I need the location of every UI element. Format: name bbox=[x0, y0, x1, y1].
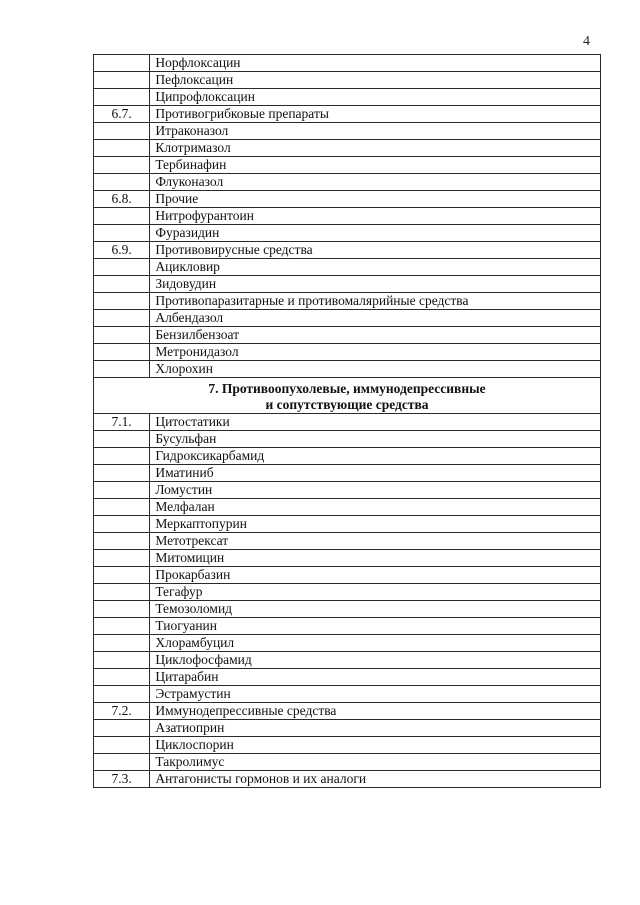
row-code bbox=[94, 344, 150, 361]
row-code bbox=[94, 259, 150, 276]
table-row bbox=[94, 310, 601, 327]
row-code bbox=[94, 584, 150, 601]
row-name: Зидовудин bbox=[150, 276, 601, 293]
table-row bbox=[94, 344, 601, 361]
row-code bbox=[94, 635, 150, 652]
row-name: Тегафур bbox=[150, 584, 601, 601]
row-name: Флуконазол bbox=[150, 174, 601, 191]
row-name: Итраконазол bbox=[150, 123, 601, 140]
table-row bbox=[94, 754, 601, 771]
row-name: Ципрофлоксацин bbox=[150, 89, 601, 106]
row-code bbox=[94, 208, 150, 225]
row-name: Эстрамустин bbox=[150, 686, 601, 703]
row-name: Противопаразитарные и противомалярийные средства bbox=[150, 293, 601, 310]
row-name: Метотрексат bbox=[150, 533, 601, 550]
table-row bbox=[94, 720, 601, 737]
row-code bbox=[94, 482, 150, 499]
row-name: Противовирусные средства bbox=[150, 242, 601, 259]
row-code: 7.1. bbox=[94, 414, 150, 431]
rows-before bbox=[94, 55, 601, 378]
table-row bbox=[94, 669, 601, 686]
page-number: 4 bbox=[583, 34, 590, 49]
table-row bbox=[94, 703, 601, 720]
row-name: Мелфалан bbox=[150, 499, 601, 516]
table-row bbox=[94, 414, 601, 431]
row-code: 7.2. bbox=[94, 703, 150, 720]
row-name: Антагонисты гормонов и их аналоги bbox=[150, 771, 601, 788]
row-name: Ацикловир bbox=[150, 259, 601, 276]
row-name: Пефлоксацин bbox=[150, 72, 601, 89]
table-row bbox=[94, 465, 601, 482]
table-row bbox=[94, 72, 601, 89]
row-code: 6.9. bbox=[94, 242, 150, 259]
table-row bbox=[94, 499, 601, 516]
table-row bbox=[94, 327, 601, 344]
row-code bbox=[94, 465, 150, 482]
section-heading bbox=[94, 378, 601, 414]
table-row bbox=[94, 516, 601, 533]
row-code bbox=[94, 618, 150, 635]
row-name: Албендазол bbox=[150, 310, 601, 327]
row-name: Хлорохин bbox=[150, 361, 601, 378]
row-code bbox=[94, 448, 150, 465]
row-code bbox=[94, 533, 150, 550]
drug-list-table bbox=[93, 54, 601, 788]
row-name: Ломустин bbox=[150, 482, 601, 499]
table-row bbox=[94, 567, 601, 584]
row-code bbox=[94, 55, 150, 72]
row-code bbox=[94, 174, 150, 191]
table-row bbox=[94, 89, 601, 106]
table-row bbox=[94, 618, 601, 635]
row-code bbox=[94, 123, 150, 140]
row-code bbox=[94, 669, 150, 686]
table-row bbox=[94, 225, 601, 242]
table-row bbox=[94, 174, 601, 191]
row-code bbox=[94, 140, 150, 157]
row-name: Циклофосфамид bbox=[150, 652, 601, 669]
table-row bbox=[94, 242, 601, 259]
row-name: Циклоспорин bbox=[150, 737, 601, 754]
row-name: Темозоломид bbox=[150, 601, 601, 618]
row-code bbox=[94, 293, 150, 310]
table-row bbox=[94, 550, 601, 567]
row-code bbox=[94, 225, 150, 242]
row-name: Тербинафин bbox=[150, 157, 601, 174]
row-code bbox=[94, 276, 150, 293]
row-name: Бензилбензоат bbox=[150, 327, 601, 344]
table-row bbox=[94, 737, 601, 754]
row-code bbox=[94, 686, 150, 703]
row-code bbox=[94, 361, 150, 378]
table-row bbox=[94, 448, 601, 465]
row-code bbox=[94, 157, 150, 174]
row-name: Иматиниб bbox=[150, 465, 601, 482]
row-name: Фуразидин bbox=[150, 225, 601, 242]
section-heading-line-2: и сопутствующие средства bbox=[265, 397, 429, 412]
table-row bbox=[94, 482, 601, 499]
table-row bbox=[94, 106, 601, 123]
row-name: Нитрофурантоин bbox=[150, 208, 601, 225]
section-heading-line-1: 7. Противоопухолевые, иммунодепрессивные bbox=[208, 381, 486, 396]
row-name: Меркаптопурин bbox=[150, 516, 601, 533]
row-name: Такролимус bbox=[150, 754, 601, 771]
row-code bbox=[94, 737, 150, 754]
table-row bbox=[94, 584, 601, 601]
row-code bbox=[94, 652, 150, 669]
row-name: Гидроксикарбамид bbox=[150, 448, 601, 465]
row-name: Азатиоприн bbox=[150, 720, 601, 737]
row-name: Иммунодепрессивные средства bbox=[150, 703, 601, 720]
row-name: Цитарабин bbox=[150, 669, 601, 686]
row-name: Прочие bbox=[150, 191, 601, 208]
row-code bbox=[94, 550, 150, 567]
row-code bbox=[94, 720, 150, 737]
row-code bbox=[94, 601, 150, 618]
table-row bbox=[94, 276, 601, 293]
row-code bbox=[94, 72, 150, 89]
table-row bbox=[94, 686, 601, 703]
table-row bbox=[94, 361, 601, 378]
table-row bbox=[94, 259, 601, 276]
row-name: Норфлоксацин bbox=[150, 55, 601, 72]
section-heading-row bbox=[94, 378, 601, 414]
row-name: Тиогуанин bbox=[150, 618, 601, 635]
table-row bbox=[94, 601, 601, 618]
row-name: Бусульфан bbox=[150, 431, 601, 448]
table-row bbox=[94, 635, 601, 652]
row-code bbox=[94, 499, 150, 516]
table-row bbox=[94, 157, 601, 174]
row-code: 6.8. bbox=[94, 191, 150, 208]
row-name: Клотримазол bbox=[150, 140, 601, 157]
row-code bbox=[94, 310, 150, 327]
row-code bbox=[94, 89, 150, 106]
table-row bbox=[94, 191, 601, 208]
row-name: Противогрибковые препараты bbox=[150, 106, 601, 123]
row-code: 7.3. bbox=[94, 771, 150, 788]
row-code bbox=[94, 516, 150, 533]
row-code bbox=[94, 327, 150, 344]
table-row bbox=[94, 293, 601, 310]
row-name: Прокарбазин bbox=[150, 567, 601, 584]
rows-after bbox=[94, 414, 601, 788]
row-name: Хлорамбуцил bbox=[150, 635, 601, 652]
table-row bbox=[94, 533, 601, 550]
row-code bbox=[94, 431, 150, 448]
section-7 bbox=[94, 378, 601, 414]
row-code: 6.7. bbox=[94, 106, 150, 123]
row-code bbox=[94, 567, 150, 584]
row-name: Митомицин bbox=[150, 550, 601, 567]
table-row bbox=[94, 140, 601, 157]
table-row bbox=[94, 123, 601, 140]
row-code bbox=[94, 754, 150, 771]
table-row bbox=[94, 431, 601, 448]
row-name: Цитостатики bbox=[150, 414, 601, 431]
table-row bbox=[94, 55, 601, 72]
row-name: Метронидазол bbox=[150, 344, 601, 361]
table-row bbox=[94, 208, 601, 225]
table-row bbox=[94, 771, 601, 788]
table-row bbox=[94, 652, 601, 669]
